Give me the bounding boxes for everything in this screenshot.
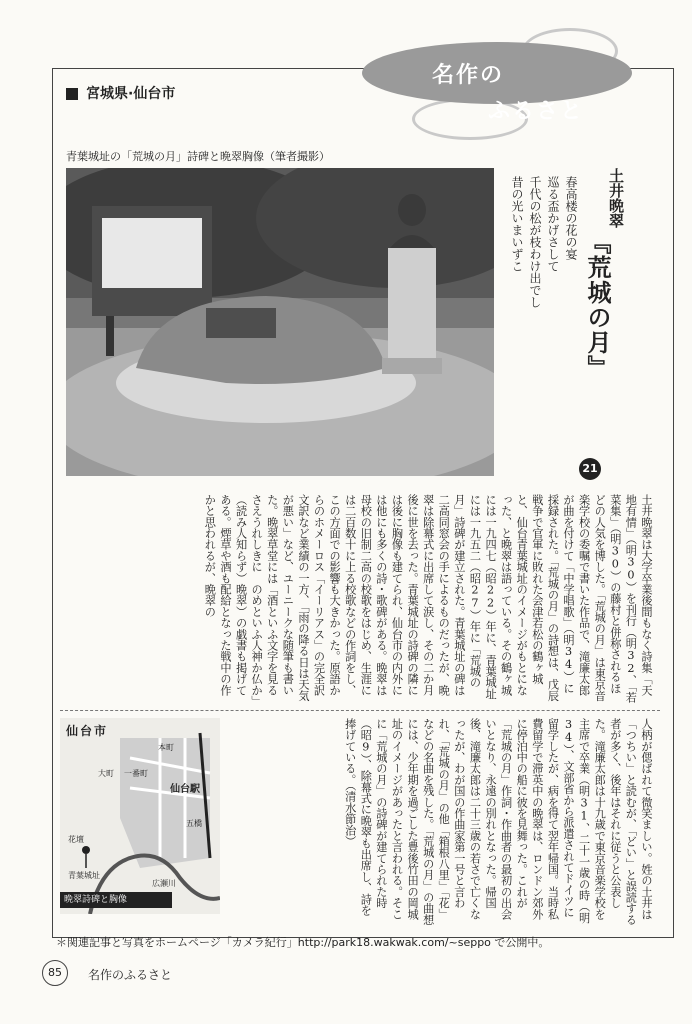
footer-title: 名作のふるさと <box>88 968 173 982</box>
poem-line: 春高楼の花の宴 <box>564 176 578 260</box>
photo-caption: 青葉城址の「荒城の月」詩碑と晩翠胸像（筆者撮影） <box>66 150 330 163</box>
page-number: 85 <box>42 960 68 986</box>
map-label: 花壇 <box>68 835 84 844</box>
map-label: 一番町 <box>124 769 148 778</box>
logo-line2: ふるさと <box>488 98 585 124</box>
map-label: 本町 <box>158 743 174 752</box>
map-station-label: 仙台駅 <box>170 784 200 795</box>
monument-photo <box>66 168 494 476</box>
article-header <box>52 68 392 128</box>
map-city-label: 仙台市 <box>66 724 109 738</box>
map-label: 五橋 <box>186 819 202 828</box>
monument-illustration <box>66 168 494 476</box>
article-body-upper: 土井晩翠は大学卒業後間もなく詩集「天地有情」（明30）を刊行（明32、「若菜集」（明30）の藤村と併称されるほどの人気を博した。「荒城の月」は東京音楽学校の委嘱で書いた作品で、滝廉太郎が曲を付けて「中学唱歌」（明34）に採録された。「荒城の月」の詩想は、戊辰戦争で官軍に敗れた会津若松の鶴ヶ城と、仙台青葉城址のイメージがもとになった、と晩翠は語っている。その鶴ヶ城には一九四七（昭22）年に、青葉城址には一九五二（昭27）年に「荒城の月」詩碑が建立された。青葉城址の碑は二高同窓会の手によるものだったが、晩翠は除幕式に出席して涙し、その二か月後に世を去った。青葉城址の詩碑の隣には後に胸像も建てられ、仙台市の内外には他にも多くの詩・歌碑がある。晩翠は母校の旧制二高の校歌をはじめ、生涯には二百数十に上る校歌などの作詞をし、この方面での影響も大きかった。原語からのホメーロス「イーリアス」の完全訳文訳など業績の一方、「雨の降る日は天気が悪い」など、ユーニークな随筆も書いた。晩翠草堂には「酒といふ文字を見るさえうれしきに のめといふ人神か仏か」（読み人知らず）晩翠）の戯書も掲げてある。煙草や酒も配給となった戦中の作かと思われるが、晩翠の <box>203 494 653 703</box>
map-label: 広瀬川 <box>152 879 176 888</box>
map-drawing <box>60 718 220 914</box>
section-divider <box>60 710 660 711</box>
logo-line1: 名作の <box>432 62 505 88</box>
author-signature: （清水節治） <box>343 785 357 847</box>
poem-line: 昔の光いまいずこ <box>510 176 524 272</box>
prefecture-label: 宮城県·仙台市 <box>86 86 176 102</box>
map-label: 青葉城址 <box>68 871 100 880</box>
body-text: 人柄が偲ばれて微笑ましい。姓の土井は「つちい」と読むが、「どい」と誤読する者が多く、後年はそれに従うと公表した。滝廉太郎は十九歳で東京音楽学校を主席で卒業（明31、二十一歳の時（明34）、文部省から派遣されてドイツに留学したが、病を得て翌年帰国。当時私費留学で滞英中の晩翠は、ロンドン郊外に停泊中の船に彼を見舞った。これが「荒城の月」作詞・作曲者の最初の出会いとなり、永遠の別れとなった。帰国後、滝廉太郎は二十三歳の若さで亡くなったが、わが国の作曲家第一号と言われ、「荒城の月」の他「箱根八里」「花」などの名曲を残した。「荒城の月」の曲想には、少年期を過ごした豊後竹田の岡城址のイメージがあったと言われる。そこに「荒城の月」の詩碑が建てられた時（昭9）、除幕式に晩翠も出席し、詩を捧げている。 <box>343 718 653 926</box>
map-label: 大町 <box>98 769 114 778</box>
location-map <box>60 718 220 914</box>
square-bullet-icon <box>66 88 78 100</box>
poet-name: 土井晩翠 <box>607 168 625 228</box>
series-logo <box>352 28 652 138</box>
poem-verse <box>508 176 580 316</box>
issue-number-badge: 21 <box>579 458 601 480</box>
poem-title: 『荒城の月』 <box>583 230 612 380</box>
poem-line: 千代の松が枝わけ出でし <box>528 176 542 308</box>
article-body-lower <box>226 718 654 926</box>
footnote: ＊関連記事と写真をホームページ「カメラ紀行」http://park18.wakwak.com/~seppo で公開中。 <box>56 936 550 949</box>
map-legend: 晩翠詩碑と胸像 <box>60 892 172 908</box>
poem-line: 巡る盃かげさして <box>546 176 560 272</box>
